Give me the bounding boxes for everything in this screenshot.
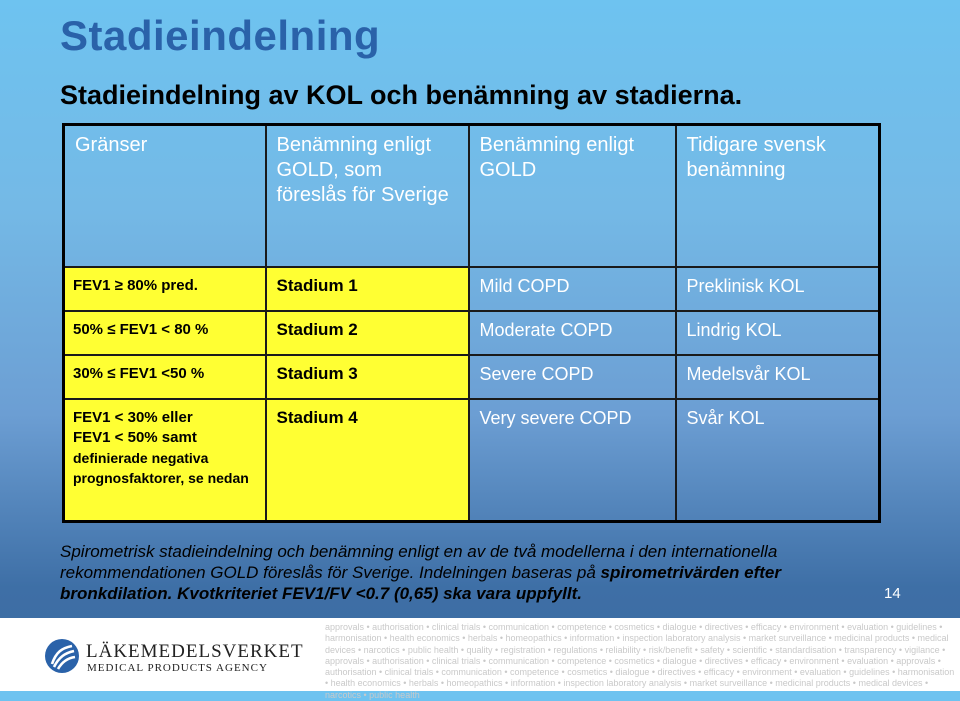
table-row (64, 355, 880, 399)
stage-cell: Stadium 4 (276, 408, 358, 427)
table-row (64, 311, 880, 355)
limit-line-1: FEV1 < 30% eller (73, 409, 193, 426)
gold-cell: Very severe COPD (479, 408, 632, 428)
footnote-bold-text: spirometrivärden efter bronkdilation. Kvotkriteriet FEV1/FV <0.7 (0,65) ska vara uppfyllt. (60, 563, 781, 603)
logo-emblem-icon (44, 638, 80, 674)
footnote (60, 541, 880, 604)
old-name-cell: Svår KOL (686, 408, 765, 428)
old-name-cell: Lindrig KOL (686, 320, 782, 340)
page-number: 14 (884, 585, 901, 602)
logo-subtitle: MEDICAL PRODUCTS AGENCY (87, 662, 268, 674)
header-limits: Gränser (75, 134, 148, 156)
stage-cell: Stadium 1 (276, 276, 358, 295)
old-name-cell: Medelsvår KOL (686, 364, 811, 384)
limit-cell: 30% ≤ FEV1 <50 % (73, 365, 205, 382)
limit-cell: 50% ≤ FEV1 < 80 % (73, 321, 209, 338)
gold-cell: Mild COPD (479, 276, 570, 296)
gold-cell: Moderate COPD (479, 320, 613, 340)
logo-name: LÄKEMEDELSVERKET (86, 641, 304, 662)
footnote-text: Spirometrisk stadieindelning och benämning enligt en av de två modellerna i den internationella rekommendationen GOLD föreslås för Sverige. Indelningen baseras på (60, 542, 778, 582)
stage-cell: Stadium 2 (276, 320, 358, 339)
staging-table (62, 123, 881, 523)
header-gold-sweden: Benämning enligt GOLD, som föreslås för Sverige (276, 134, 449, 206)
limit-cell: FEV1 ≥ 80% pred. (73, 277, 198, 294)
header-old-swedish: Tidigare svensk benämning (686, 134, 826, 181)
old-name-cell: Preklinisk KOL (686, 276, 805, 296)
slide-title: Stadieindelning (60, 12, 381, 59)
gold-cell: Severe COPD (479, 364, 594, 384)
slide-subtitle: Stadieindelning av KOL och benämning av stadierna. (60, 80, 743, 110)
limit-cell (65, 400, 265, 496)
stage-cell: Stadium 3 (276, 364, 358, 383)
table-header-row (64, 125, 880, 268)
limit-line-3: definierade negativa prognosfaktorer, se nedan (73, 450, 249, 486)
agency-logo (44, 638, 304, 678)
limit-line-2: FEV1 < 50% samt (73, 429, 197, 446)
table-row (64, 267, 880, 311)
table-row (64, 399, 880, 522)
footer-watermark: approvals • authorisation • clinical trials • communication • competence • cosmetics • dialogue • directives • efficacy • environment • evaluation • guidelines • harmonisation • health economics • herbals • homeopathics • information • inspection laboratory analysis • market surveillance • medicinal products • medical devices • narcotics • public health • quality • registration • regulations • reliability • risk/benefit • safety • scientific • standardisation • transparency • vigilance • approvals • authorisation • clinical trials • communication • competence • cosmetics • dialogue • directives • efficacy • environment • evaluation • approvals • authorisation • clinical trials • communication • competence • cosmetics • dialogue • directives • efficacy • environment • evaluation • guidelines • harmonisation • health economics • herbals • homeopathics • information • inspection laboratory analysis • market surveillance • medicinal products • medical devices • narcotics • public health (325, 622, 955, 700)
header-gold: Benämning enligt GOLD (479, 134, 635, 181)
